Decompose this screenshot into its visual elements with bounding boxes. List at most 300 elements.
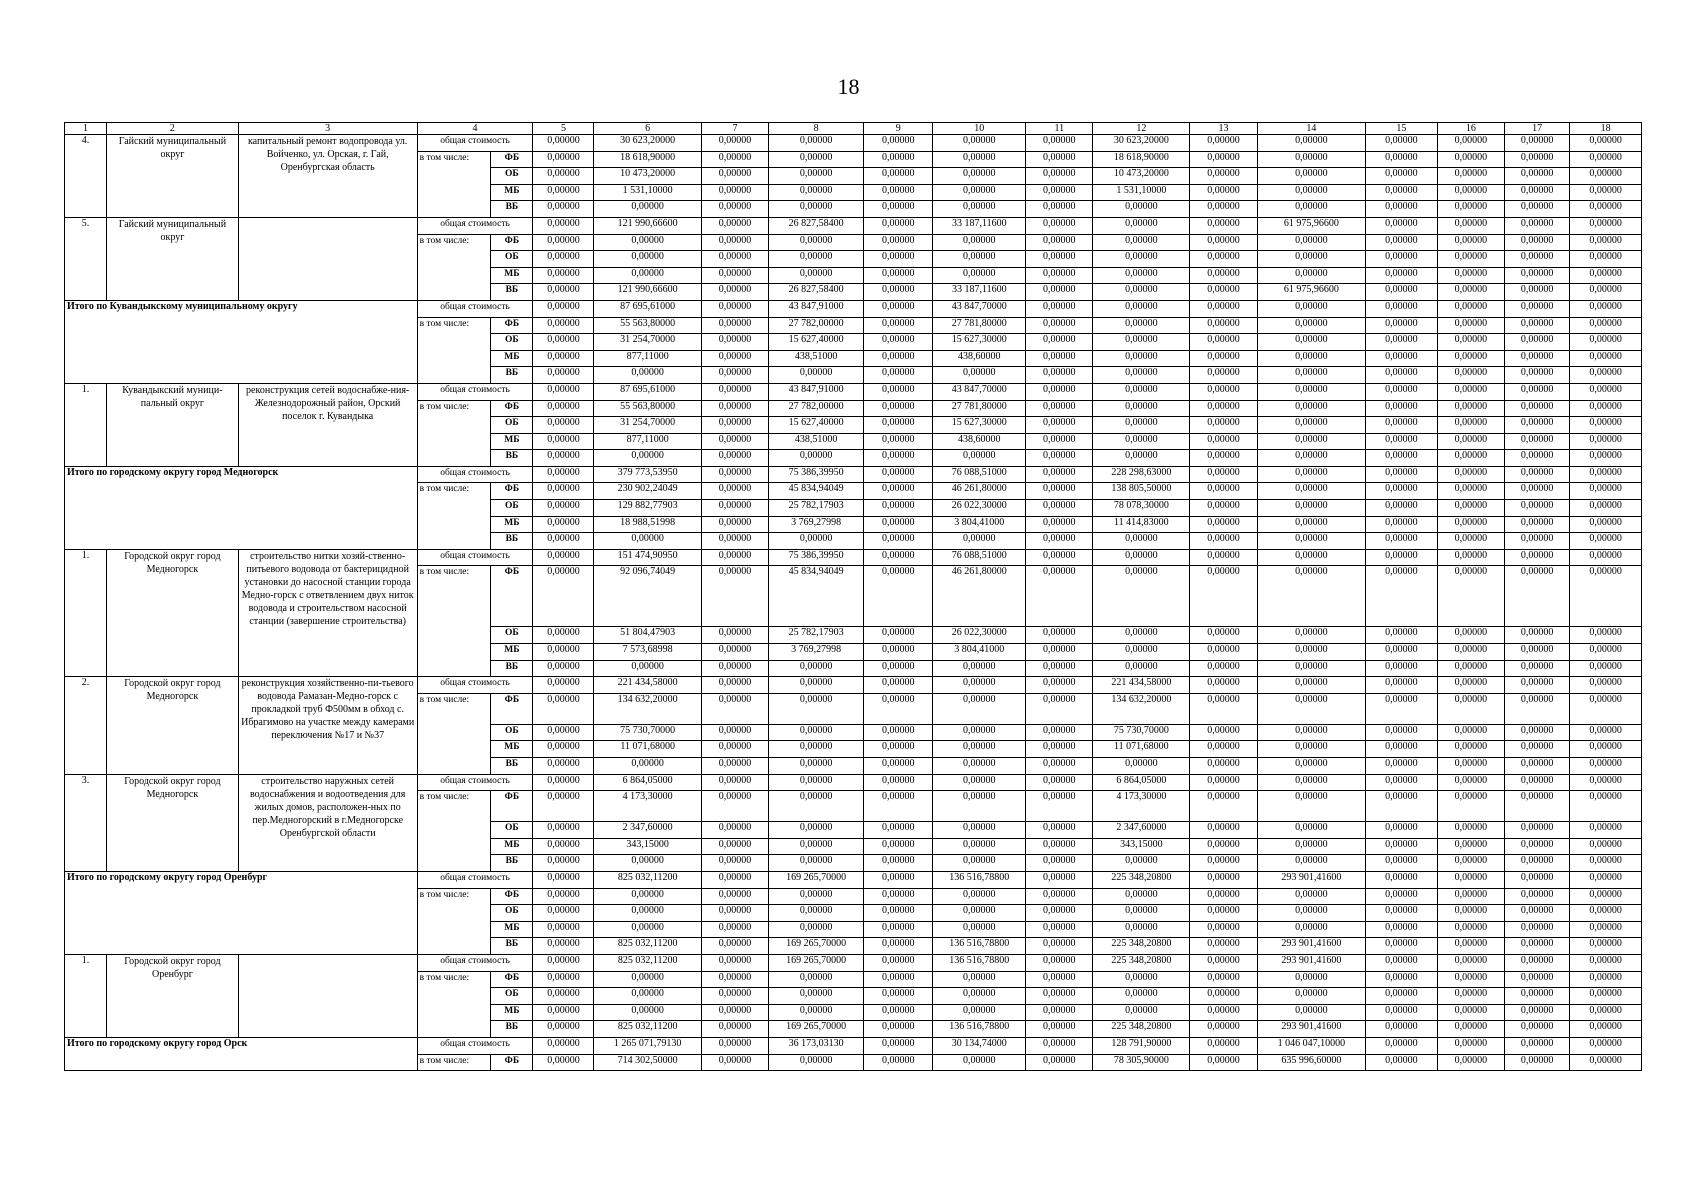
value-cell: 0,00000 — [769, 988, 864, 1005]
value-cell: 0,00000 — [1366, 317, 1438, 334]
value-cell: 92 096,74049 — [594, 566, 701, 627]
total-cost-label: общая стоимость — [417, 871, 533, 888]
value-cell: 0,00000 — [533, 300, 594, 317]
value-cell: 0,00000 — [594, 251, 701, 268]
value-cell: 0,00000 — [1093, 383, 1190, 400]
value-cell: 0,00000 — [1026, 417, 1093, 434]
value-cell: 0,00000 — [1257, 168, 1365, 185]
value-cell: 0,00000 — [1570, 184, 1642, 201]
value-cell: 0,00000 — [1093, 660, 1190, 677]
value-cell: 0,00000 — [1437, 500, 1504, 517]
value-cell: 0,00000 — [1257, 822, 1365, 839]
value-cell: 0,00000 — [1366, 135, 1438, 152]
value-cell: 0,00000 — [1366, 971, 1438, 988]
value-cell: 0,00000 — [1570, 938, 1642, 955]
value-cell: 0,00000 — [1190, 350, 1257, 367]
item-index: 2. — [65, 677, 107, 774]
including-label: в том числе: — [417, 317, 491, 383]
value-cell: 0,00000 — [1026, 921, 1093, 938]
value-cell: 33 187,11600 — [933, 284, 1026, 301]
value-cell: 134 632,20000 — [1093, 693, 1190, 724]
value-cell: 0,00000 — [533, 1054, 594, 1071]
value-cell: 0,00000 — [533, 1021, 594, 1038]
value-cell: 0,00000 — [1257, 267, 1365, 284]
value-cell: 18 618,90000 — [594, 151, 701, 168]
value-cell: 0,00000 — [863, 168, 932, 185]
value-cell: 0,00000 — [701, 660, 768, 677]
value-cell: 0,00000 — [863, 300, 932, 317]
value-cell: 0,00000 — [1190, 168, 1257, 185]
value-cell: 0,00000 — [1366, 1021, 1438, 1038]
value-cell: 0,00000 — [533, 549, 594, 566]
value-cell: 0,00000 — [769, 168, 864, 185]
value-cell: 0,00000 — [594, 971, 701, 988]
value-cell: 0,00000 — [1190, 741, 1257, 758]
value-cell: 0,00000 — [1437, 516, 1504, 533]
value-cell: 0,00000 — [533, 267, 594, 284]
value-cell: 0,00000 — [1437, 350, 1504, 367]
value-cell: 230 902,24049 — [594, 483, 701, 500]
value-cell: 0,00000 — [1437, 317, 1504, 334]
value-cell: 0,00000 — [533, 151, 594, 168]
value-cell: 0,00000 — [701, 627, 768, 644]
item-index: 1. — [65, 549, 107, 676]
value-cell: 0,00000 — [863, 954, 932, 971]
value-cell: 0,00000 — [769, 151, 864, 168]
value-cell: 0,00000 — [533, 693, 594, 724]
value-cell: 0,00000 — [1026, 724, 1093, 741]
value-cell: 0,00000 — [1093, 450, 1190, 467]
value-cell: 0,00000 — [769, 971, 864, 988]
value-cell: 0,00000 — [1505, 822, 1570, 839]
value-cell: 0,00000 — [1437, 367, 1504, 384]
value-cell: 0,00000 — [933, 184, 1026, 201]
value-cell: 0,00000 — [1026, 627, 1093, 644]
value-cell: 0,00000 — [1257, 466, 1365, 483]
value-cell: 0,00000 — [1366, 450, 1438, 467]
funding-source: ФБ — [491, 1054, 533, 1071]
value-cell: 0,00000 — [769, 533, 864, 550]
value-cell: 0,00000 — [1505, 433, 1570, 450]
value-cell: 2 347,60000 — [594, 822, 701, 839]
value-cell: 15 627,40000 — [769, 334, 864, 351]
value-cell: 0,00000 — [933, 774, 1026, 791]
value-cell: 0,00000 — [1437, 184, 1504, 201]
value-cell: 225 348,20800 — [1093, 1021, 1190, 1038]
value-cell: 0,00000 — [769, 791, 864, 822]
value-cell: 0,00000 — [1257, 644, 1365, 661]
value-cell: 0,00000 — [701, 888, 768, 905]
value-cell: 0,00000 — [701, 1054, 768, 1071]
value-cell: 0,00000 — [1437, 151, 1504, 168]
value-cell: 293 901,41600 — [1257, 954, 1365, 971]
value-cell: 0,00000 — [1570, 566, 1642, 627]
table-row — [65, 954, 1642, 971]
value-cell: 0,00000 — [1366, 871, 1438, 888]
value-cell: 0,00000 — [1437, 971, 1504, 988]
value-cell: 15 627,40000 — [769, 417, 864, 434]
value-cell: 0,00000 — [594, 234, 701, 251]
value-cell: 0,00000 — [1257, 184, 1365, 201]
value-cell: 0,00000 — [1190, 871, 1257, 888]
value-cell: 0,00000 — [1026, 1054, 1093, 1071]
value-cell: 0,00000 — [1026, 1037, 1093, 1054]
funding-source: ВБ — [491, 758, 533, 775]
value-cell: 0,00000 — [1570, 433, 1642, 450]
funding-source: МБ — [491, 921, 533, 938]
value-cell: 0,00000 — [1570, 516, 1642, 533]
value-cell: 0,00000 — [701, 168, 768, 185]
value-cell: 0,00000 — [1026, 300, 1093, 317]
value-cell: 0,00000 — [863, 350, 932, 367]
value-cell: 379 773,53950 — [594, 466, 701, 483]
table-row — [65, 871, 1642, 888]
value-cell: 0,00000 — [863, 400, 932, 417]
value-cell: 0,00000 — [701, 135, 768, 152]
value-cell: 0,00000 — [1257, 450, 1365, 467]
value-cell: 0,00000 — [1437, 791, 1504, 822]
value-cell: 0,00000 — [1437, 921, 1504, 938]
column-header: 17 — [1505, 123, 1570, 135]
total-cost-label: общая стоимость — [417, 383, 533, 400]
value-cell: 0,00000 — [863, 871, 932, 888]
value-cell: 0,00000 — [1505, 317, 1570, 334]
value-cell: 0,00000 — [1437, 693, 1504, 724]
funding-source: ФБ — [491, 234, 533, 251]
value-cell: 0,00000 — [863, 938, 932, 955]
value-cell: 0,00000 — [533, 217, 594, 234]
column-header: 2 — [107, 123, 239, 135]
funding-source: ОБ — [491, 724, 533, 741]
value-cell: 0,00000 — [1437, 533, 1504, 550]
value-cell: 0,00000 — [1257, 350, 1365, 367]
value-cell: 0,00000 — [701, 334, 768, 351]
value-cell: 30 134,74000 — [933, 1037, 1026, 1054]
value-cell: 0,00000 — [1190, 151, 1257, 168]
funding-source: ФБ — [491, 693, 533, 724]
value-cell: 0,00000 — [1026, 838, 1093, 855]
value-cell: 0,00000 — [1505, 383, 1570, 400]
value-cell: 0,00000 — [701, 284, 768, 301]
value-cell: 0,00000 — [1570, 284, 1642, 301]
value-cell: 0,00000 — [769, 201, 864, 218]
value-cell: 0,00000 — [1366, 300, 1438, 317]
value-cell: 225 348,20800 — [1093, 871, 1190, 888]
value-cell: 0,00000 — [1190, 838, 1257, 855]
value-cell: 0,00000 — [769, 1054, 864, 1071]
value-cell: 0,00000 — [1366, 724, 1438, 741]
budget-table — [64, 122, 1642, 1071]
value-cell: 0,00000 — [863, 644, 932, 661]
value-cell: 0,00000 — [701, 251, 768, 268]
value-cell: 0,00000 — [701, 758, 768, 775]
funding-source: ОБ — [491, 905, 533, 922]
value-cell: 0,00000 — [1505, 938, 1570, 955]
value-cell: 0,00000 — [1190, 1021, 1257, 1038]
value-cell: 0,00000 — [1257, 135, 1365, 152]
value-cell: 0,00000 — [1570, 334, 1642, 351]
value-cell: 0,00000 — [1257, 367, 1365, 384]
value-cell: 0,00000 — [1257, 500, 1365, 517]
value-cell: 0,00000 — [933, 693, 1026, 724]
value-cell: 0,00000 — [1257, 201, 1365, 218]
value-cell: 0,00000 — [1366, 383, 1438, 400]
value-cell: 0,00000 — [769, 184, 864, 201]
value-cell: 0,00000 — [701, 267, 768, 284]
including-label: в том числе: — [417, 1054, 491, 1071]
funding-source: ФБ — [491, 971, 533, 988]
value-cell: 0,00000 — [533, 677, 594, 694]
value-cell: 0,00000 — [594, 921, 701, 938]
value-cell: 0,00000 — [863, 533, 932, 550]
value-cell: 0,00000 — [1093, 855, 1190, 872]
including-label: в том числе: — [417, 888, 491, 954]
value-cell: 1 531,10000 — [1093, 184, 1190, 201]
value-cell: 0,00000 — [1505, 905, 1570, 922]
value-cell: 27 782,00000 — [769, 400, 864, 417]
value-cell: 0,00000 — [1505, 516, 1570, 533]
value-cell: 0,00000 — [1570, 791, 1642, 822]
value-cell: 0,00000 — [1505, 400, 1570, 417]
value-cell: 0,00000 — [1366, 201, 1438, 218]
value-cell: 0,00000 — [933, 791, 1026, 822]
value-cell: 0,00000 — [1026, 888, 1093, 905]
value-cell: 0,00000 — [1190, 921, 1257, 938]
value-cell: 0,00000 — [1570, 251, 1642, 268]
value-cell: 0,00000 — [1570, 383, 1642, 400]
value-cell: 0,00000 — [1366, 483, 1438, 500]
item-index: 1. — [65, 383, 107, 466]
value-cell: 0,00000 — [1437, 905, 1504, 922]
value-cell: 0,00000 — [1093, 234, 1190, 251]
value-cell: 0,00000 — [1505, 500, 1570, 517]
value-cell: 0,00000 — [1026, 758, 1093, 775]
value-cell: 0,00000 — [933, 888, 1026, 905]
value-cell: 0,00000 — [1570, 400, 1642, 417]
value-cell: 0,00000 — [1570, 533, 1642, 550]
value-cell: 0,00000 — [1026, 791, 1093, 822]
value-cell: 0,00000 — [1437, 724, 1504, 741]
value-cell: 0,00000 — [1093, 921, 1190, 938]
value-cell: 151 474,90950 — [594, 549, 701, 566]
value-cell: 0,00000 — [1257, 234, 1365, 251]
funding-source: ОБ — [491, 988, 533, 1005]
value-cell: 0,00000 — [1190, 774, 1257, 791]
value-cell: 0,00000 — [1366, 758, 1438, 775]
value-cell: 0,00000 — [863, 838, 932, 855]
including-label: в том числе: — [417, 566, 491, 677]
value-cell: 228 298,63000 — [1093, 466, 1190, 483]
value-cell: 0,00000 — [1505, 234, 1570, 251]
value-cell: 0,00000 — [1093, 201, 1190, 218]
object-description: реконструкция хозяйственно-пи-тьевого водовода Рамазан-Медно-горск с прокладкой труб Ф500мм в обход с. Ибрагимово на участке между камерами переключения №17 и №37 — [238, 677, 417, 774]
value-cell: 0,00000 — [933, 855, 1026, 872]
total-title: Итого по Кувандыкскому муниципальному округу — [65, 300, 418, 383]
value-cell: 0,00000 — [769, 267, 864, 284]
value-cell: 0,00000 — [1257, 334, 1365, 351]
value-cell: 0,00000 — [1505, 367, 1570, 384]
value-cell: 0,00000 — [933, 988, 1026, 1005]
value-cell: 169 265,70000 — [769, 954, 864, 971]
value-cell: 0,00000 — [1026, 822, 1093, 839]
value-cell: 0,00000 — [1366, 234, 1438, 251]
page-number: 18 — [837, 74, 860, 99]
value-cell: 225 348,20800 — [1093, 938, 1190, 955]
object-description: реконструкция сетей водоснабже-ния- Железнодорожный район, Орский поселок г. Кувандыка — [238, 383, 417, 466]
value-cell: 0,00000 — [1190, 483, 1257, 500]
item-index: 1. — [65, 954, 107, 1037]
value-cell: 0,00000 — [1366, 741, 1438, 758]
value-cell: 0,00000 — [1366, 516, 1438, 533]
value-cell: 0,00000 — [1505, 201, 1570, 218]
value-cell: 0,00000 — [1366, 466, 1438, 483]
value-cell: 0,00000 — [1437, 251, 1504, 268]
funding-source: ФБ — [491, 483, 533, 500]
value-cell: 0,00000 — [1570, 168, 1642, 185]
value-cell: 0,00000 — [701, 838, 768, 855]
value-cell: 0,00000 — [1026, 234, 1093, 251]
value-cell: 0,00000 — [1570, 549, 1642, 566]
value-cell: 0,00000 — [1437, 871, 1504, 888]
value-cell: 0,00000 — [1570, 871, 1642, 888]
value-cell: 0,00000 — [863, 971, 932, 988]
value-cell: 0,00000 — [933, 151, 1026, 168]
value-cell: 121 990,66600 — [594, 284, 701, 301]
value-cell: 26 827,58400 — [769, 284, 864, 301]
value-cell: 0,00000 — [1366, 774, 1438, 791]
funding-source: ВБ — [491, 1021, 533, 1038]
value-cell: 0,00000 — [1093, 971, 1190, 988]
total-cost-label: общая стоимость — [417, 1037, 533, 1054]
value-cell: 0,00000 — [1437, 888, 1504, 905]
value-cell: 0,00000 — [1366, 267, 1438, 284]
value-cell: 121 990,66600 — [594, 217, 701, 234]
value-cell: 11 071,68000 — [594, 741, 701, 758]
value-cell: 0,00000 — [1257, 971, 1365, 988]
value-cell: 0,00000 — [1366, 693, 1438, 724]
value-cell: 0,00000 — [533, 433, 594, 450]
value-cell: 0,00000 — [1505, 483, 1570, 500]
value-cell: 0,00000 — [1505, 267, 1570, 284]
value-cell: 0,00000 — [1505, 549, 1570, 566]
value-cell: 0,00000 — [863, 905, 932, 922]
value-cell: 0,00000 — [533, 234, 594, 251]
value-cell: 0,00000 — [863, 135, 932, 152]
value-cell: 0,00000 — [1026, 334, 1093, 351]
value-cell: 0,00000 — [1190, 660, 1257, 677]
value-cell: 0,00000 — [1190, 822, 1257, 839]
value-cell: 0,00000 — [863, 988, 932, 1005]
value-cell: 0,00000 — [1257, 533, 1365, 550]
value-cell: 75 386,39950 — [769, 549, 864, 566]
value-cell: 0,00000 — [1366, 284, 1438, 301]
value-cell: 0,00000 — [1190, 317, 1257, 334]
value-cell: 0,00000 — [1505, 334, 1570, 351]
value-cell: 0,00000 — [1366, 838, 1438, 855]
value-cell: 0,00000 — [1366, 417, 1438, 434]
value-cell: 0,00000 — [769, 758, 864, 775]
value-cell: 0,00000 — [1257, 151, 1365, 168]
value-cell: 0,00000 — [1026, 971, 1093, 988]
value-cell: 0,00000 — [1190, 888, 1257, 905]
value-cell: 0,00000 — [1026, 988, 1093, 1005]
value-cell: 0,00000 — [1437, 988, 1504, 1005]
value-cell: 0,00000 — [701, 417, 768, 434]
total-cost-label: общая стоимость — [417, 774, 533, 791]
value-cell: 3 769,27998 — [769, 644, 864, 661]
value-cell: 0,00000 — [863, 921, 932, 938]
value-cell: 0,00000 — [1505, 217, 1570, 234]
value-cell: 0,00000 — [701, 954, 768, 971]
value-cell: 78 078,30000 — [1093, 500, 1190, 517]
funding-source: ФБ — [491, 317, 533, 334]
value-cell: 1 531,10000 — [594, 184, 701, 201]
value-cell: 0,00000 — [1570, 888, 1642, 905]
value-cell: 0,00000 — [1026, 549, 1093, 566]
value-cell: 0,00000 — [1570, 500, 1642, 517]
value-cell: 31 254,70000 — [594, 417, 701, 434]
value-cell: 0,00000 — [1437, 822, 1504, 839]
value-cell: 0,00000 — [863, 201, 932, 218]
value-cell: 0,00000 — [1437, 450, 1504, 467]
table-row — [65, 135, 1642, 152]
value-cell: 0,00000 — [1570, 838, 1642, 855]
funding-source: МБ — [491, 644, 533, 661]
value-cell: 0,00000 — [1366, 627, 1438, 644]
value-cell: 0,00000 — [1570, 644, 1642, 661]
value-cell: 0,00000 — [863, 151, 932, 168]
value-cell: 75 386,39950 — [769, 466, 864, 483]
value-cell: 0,00000 — [533, 971, 594, 988]
value-cell: 0,00000 — [863, 791, 932, 822]
municipality-name: Гайский муниципальный округ — [107, 217, 239, 300]
value-cell: 0,00000 — [1505, 151, 1570, 168]
value-cell: 134 632,20000 — [594, 693, 701, 724]
value-cell: 0,00000 — [533, 758, 594, 775]
table-row — [65, 774, 1642, 791]
value-cell: 0,00000 — [1190, 938, 1257, 955]
value-cell: 45 834,94049 — [769, 483, 864, 500]
funding-source: ВБ — [491, 855, 533, 872]
value-cell: 0,00000 — [1190, 433, 1257, 450]
value-cell: 0,00000 — [594, 758, 701, 775]
value-cell: 0,00000 — [701, 466, 768, 483]
value-cell: 0,00000 — [1570, 774, 1642, 791]
item-index: 4. — [65, 135, 107, 218]
value-cell: 0,00000 — [1257, 791, 1365, 822]
value-cell: 0,00000 — [1257, 988, 1365, 1005]
value-cell: 0,00000 — [1093, 627, 1190, 644]
value-cell: 0,00000 — [533, 383, 594, 400]
value-cell: 0,00000 — [1366, 334, 1438, 351]
value-cell: 0,00000 — [1026, 317, 1093, 334]
value-cell: 0,00000 — [1190, 533, 1257, 550]
value-cell: 0,00000 — [701, 741, 768, 758]
value-cell: 0,00000 — [1505, 1054, 1570, 1071]
value-cell: 87 695,61000 — [594, 383, 701, 400]
value-cell: 0,00000 — [1190, 450, 1257, 467]
value-cell: 0,00000 — [1257, 855, 1365, 872]
including-label: в том числе: — [417, 234, 491, 300]
value-cell: 0,00000 — [769, 693, 864, 724]
value-cell: 0,00000 — [933, 838, 1026, 855]
value-cell: 0,00000 — [701, 383, 768, 400]
value-cell: 27 782,00000 — [769, 317, 864, 334]
value-cell: 0,00000 — [863, 234, 932, 251]
value-cell: 0,00000 — [933, 905, 1026, 922]
value-cell: 0,00000 — [1437, 855, 1504, 872]
value-cell: 0,00000 — [1505, 284, 1570, 301]
